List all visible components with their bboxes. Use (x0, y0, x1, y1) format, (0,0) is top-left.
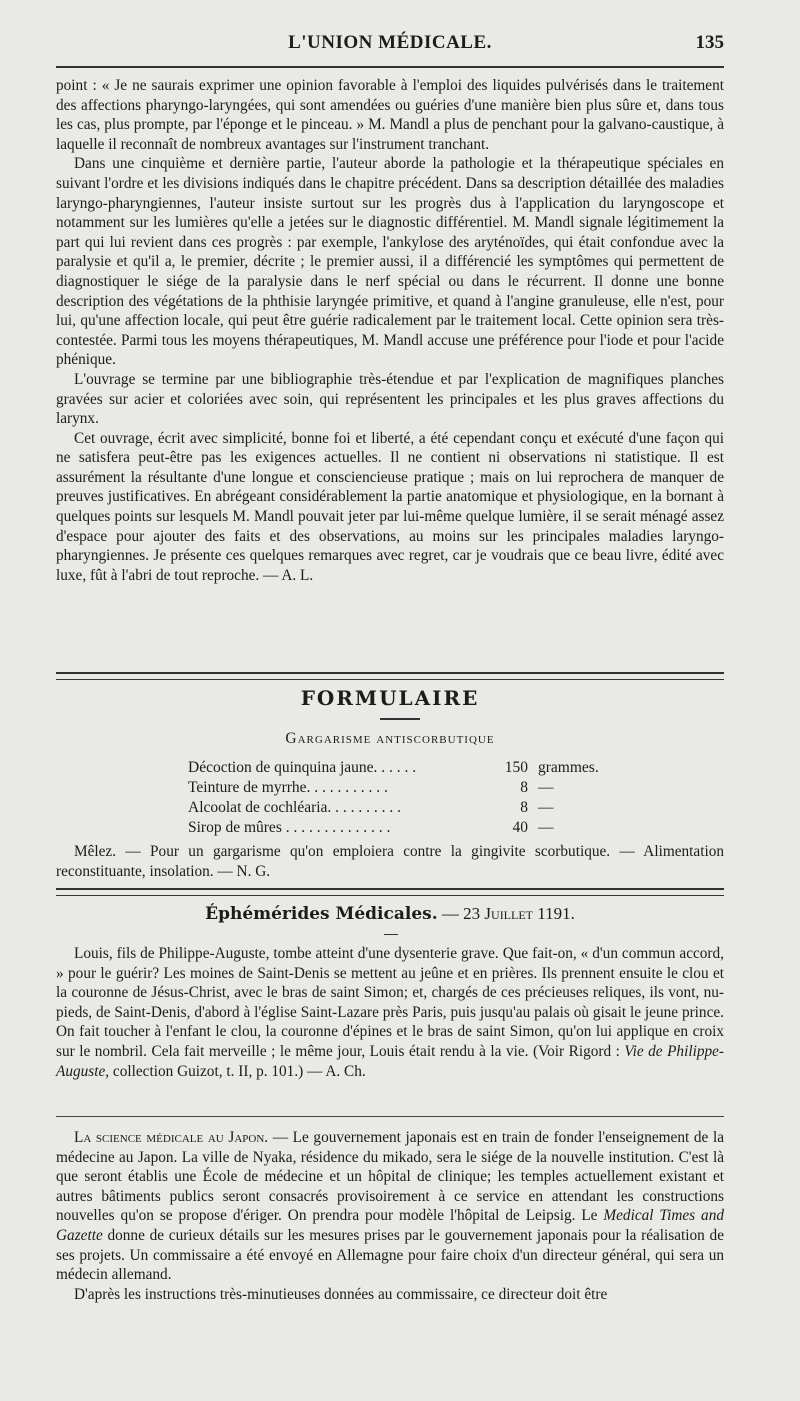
small-dash-divider (384, 934, 398, 935)
ingredient-row (188, 818, 628, 838)
ephemerides-date: — 23 Juillet 1191. (441, 904, 575, 923)
page-number: 135 (695, 32, 724, 53)
header-rule (56, 66, 724, 68)
ephemerides-citation-title: Vie de Philippe-Auguste, (56, 1042, 724, 1080)
review-paragraph: point : « Je ne saurais exprimer une opinion favorable à l'emploi des liquides pulvérisés dans le traitement des affections pharyngo-laryngées, qui sont amendées ou guéries d'une manière bien plus sûre et, dans tous les cas, plus prompte, par l'éponge et le pinceau. » M. Mandl a plus de penchant pour la galvano-caustique, à laquelle il reconnaît de nombreux avantages sur l'instrument tranchant. (56, 77, 724, 153)
ingredient-quantity: 8 (520, 779, 528, 796)
ingredient-row (188, 778, 628, 798)
ephemerides-heading (56, 904, 724, 924)
review-paragraph: L'ouvrage se termine par une bibliographie très-étendue et par l'explication de magnifiques planches gravées sur acier et coloriées avec soin, qui représentent les principales et les plus graves affections du larynx. (56, 370, 724, 428)
japon-text: — Le gouvernement japonais est en train de fonder l'enseignement de la médecine au Japon. La ville de Nyaka, résidence du mikado, sera le siége de la nouvelle institution. C'est là que seront établis une École de médecine et un hôpital de clinique; les temples actuellement existant et autres bâtiments publics seront consacrés provisoirement à ce service en attendant les constructions nouvelles qu'on se propose d'ériger. On prendra pour modèle l'hôpital de Leipsig. Le (56, 1129, 724, 1225)
journal-title: Medical Times and Gazette (56, 1207, 724, 1244)
ingredient-unit: — (538, 779, 554, 796)
ingredient-name: Alcoolat de cochléaria. . . . . . . . . . (188, 799, 402, 816)
running-title: L'UNION MÉDICALE. (288, 32, 492, 53)
review-paragraph: Dans une cinquième et dernière partie, l'auteur aborde la pathologie et la thérapeutique spéciales en suivant l'ordre et les divisions indiqués dans le chapitre précédent. Dans sa description détaillée des maladies laryngo-pharyngiennes, l'auteur insiste surtout sur les progrès dus à l'application du laryngoscope et notamment sur les lumières qu'elle a jetées sur le diagnostic différentiel. M. Mandl signale légitimement la part qui lui revient dans ces progrès : par exemple, l'ankylose des aryténoïdes, qui était confondue avec la paralysie et qu'il a, le premier, décrite ; le premier aussi, il a différencié les symptômes qui permettent de diagnostiquer le siége de la paralysie dans le nerf spécial ou dans le récurrent. Il donne une bonne description des végétations de la phthisie laryngée primitive, et quand à l'angine granuleuse, elle n'est, pour lui, qu'une affection locale, qui peut être guérie radicalement par le traitement local. Cette opinion sera très-contestée. Parmi tous les moyens thérapeutiques, M. Mandl accuse une préférence pour l'iode et pour l'acide phénique. (56, 155, 724, 369)
ingredient-unit: — (538, 819, 554, 836)
news-rule (56, 1116, 724, 1117)
section-divider (56, 672, 724, 680)
ingredient-row (188, 798, 628, 818)
ingredient-name: Teinture de myrrhe. . . . . . . . . . . (188, 779, 388, 796)
japon-news-section (56, 1128, 724, 1304)
ornament-divider (380, 718, 420, 720)
ingredient-quantity: 40 (512, 819, 528, 836)
ephemerides-text (56, 944, 724, 1081)
ephemerides-label: Éphémérides Médicales. (205, 904, 438, 924)
ingredient-unit: — (538, 799, 554, 816)
section-divider (56, 888, 724, 896)
page-header (56, 30, 724, 58)
ingredient-unit: grammes. (538, 759, 599, 776)
ephemerides-citation: collection Guizot, t. II, p. 101.) — A. Ch. (109, 1062, 366, 1080)
ingredient-list (188, 758, 628, 838)
japon-paragraph: D'après les instructions très-minutieuses données au commissaire, ce directeur doit être (74, 1285, 608, 1303)
ephemerides-section (56, 944, 724, 1081)
book-review-section (56, 76, 724, 585)
formulaire-heading: FORMULAIRE (300, 686, 480, 710)
ingredient-row (188, 758, 628, 778)
japon-text-continued: donne de curieux détails sur les mesures prises par le gouvernement japonais pour la réalisation de ses projets. Un commissaire a été envoyé en Allemagne pour faire choix d'un directeur général, qui sera un médecin allemand. (56, 1226, 724, 1284)
formulaire-note-block (56, 842, 724, 881)
japon-paragraph (56, 1128, 724, 1285)
japon-lead: La science médicale au Japon. (74, 1129, 269, 1146)
ephemerides-body: Louis, fils de Philippe-Auguste, tombe atteint d'une dysenterie grave. Que fait-on, « d'un commun accord, » pour le guérir? Les moines de Saint-Denis se mettent au jeûne et en prières. Ils prennent ensuite le clou et la couronne de Jésus-Christ, avec le bras de saint Simon; et, chargés de ces précieuses reliques, ils vont, nu-pieds, de Saint-Denis, d'abord à l'église Saint-Lazare près Paris, puis jusqu'au palais où gisait le jeune prince. On fait toucher à l'enfant le clou, la couronne d'épines et le bras de saint Simon, qu'on lui applique en croix sur le nombril. Cela fait merveille ; le même jour, Louis était rendu à la vie. (Voir Rigord : (56, 945, 724, 1060)
ingredient-quantity: 8 (520, 799, 528, 816)
review-paragraph: Cet ouvrage, écrit avec simplicité, bonne foi et liberté, a été cependant conçu et exécuté d'une façon qui ne satisfera peut-être pas les exigences actuelles. Il ne contient ni observations ni statistique. Il est assurément la résultante d'une longue et consciencieuse pratique ; mais on lui reprochera de manquer de preuves justificatives. En abrégeant considérablement la partie anatomique et physiologique, en la bornant à quelques points sur lesquels M. Mandl pouvait jeter par lui-même quelque lumière, il se serait ménagé assez d'espace pour ajouter des faits et des observations, au moins sur les principales maladies laryngo-pharyngiennes. Je présente ces quelques remarques avec regret, car je voudrais que ce beau livre, édité avec luxe, fût à l'abri de tout reproche. — A. L. (56, 429, 724, 584)
ingredient-quantity: 150 (504, 759, 528, 776)
ingredient-name: Sirop de mûres . . . . . . . . . . . . . . (188, 819, 391, 836)
ingredient-name: Décoction de quinquina jaune. . . . . . (188, 759, 417, 776)
formulaire-note: Mêlez. — Pour un gargarisme qu'on emploiera contre la gingivite scorbutique. — Alimentation reconstituante, insolation. — N. G. (56, 843, 724, 880)
recipe-title: Gargarisme antiscorbutique (285, 730, 495, 747)
